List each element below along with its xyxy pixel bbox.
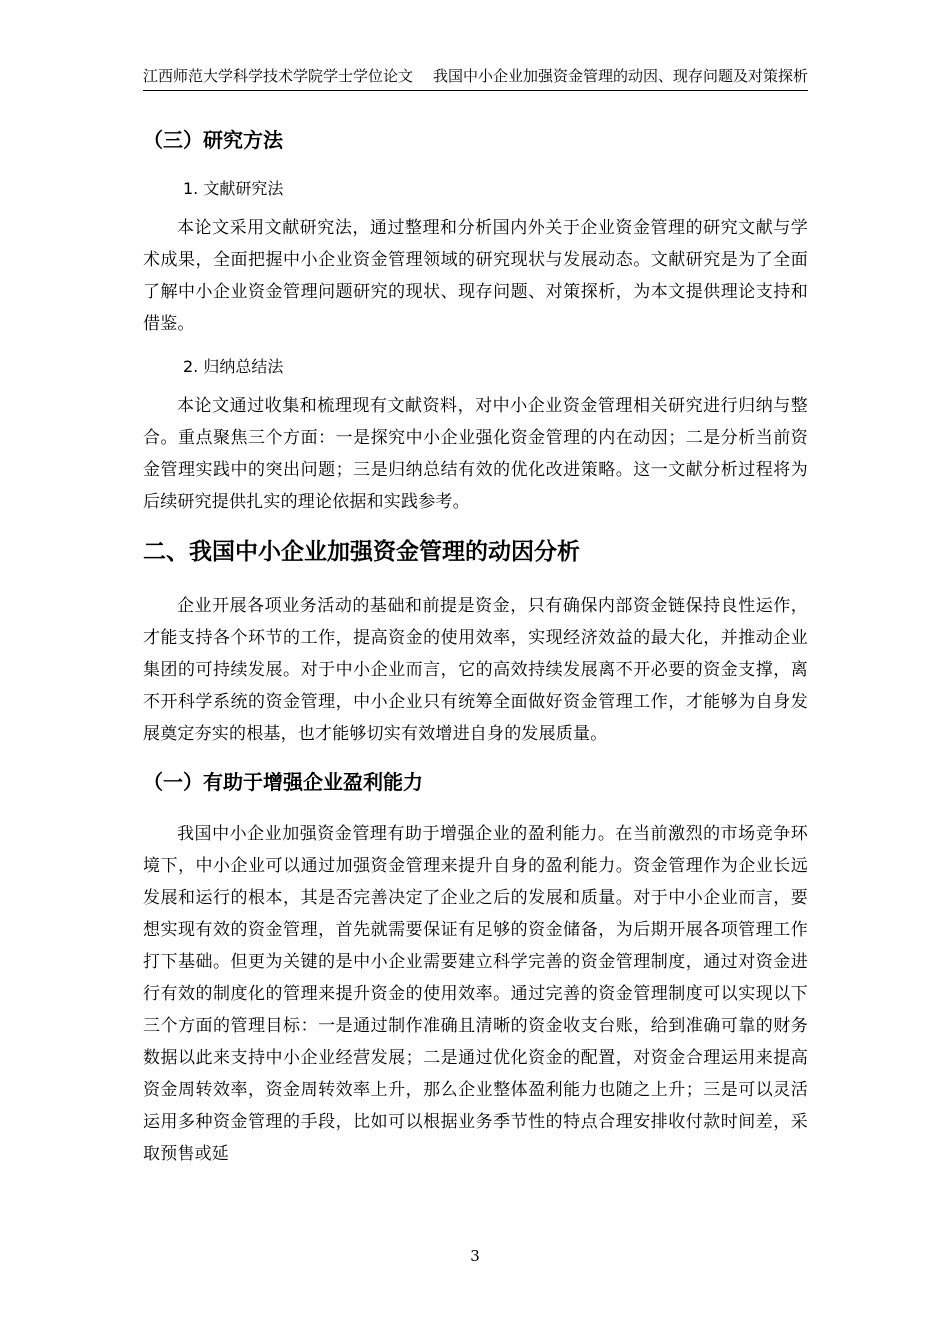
- subsection-profitability-heading: （一）有助于增强企业盈利能力: [143, 770, 423, 794]
- page-header: [143, 66, 808, 91]
- page-number: 3: [470, 1247, 480, 1265]
- header-thesis-title: 江西师范大学科学技术学院学士学位论文: [143, 67, 414, 85]
- subsection-induction-method-heading: 2. 归纳总结法: [183, 357, 284, 376]
- chapter-2-intro-paragraph: 企业开展各项业务活动的基础和前提是资金，只有确保内部资金链保持良性运作，才能支持各个环节的工作，提高资金的使用效率，实现经济效益的最大化，并推动企业集团的可持续发展。对于中小企业而言，它的高效持续发展离不开必要的资金支撑，离不开科学系统的资金管理，中小企业只有统筹全面做好资金管理工作，才能够为自身发展奠定夯实的根基，也才能够切实有效增进自身的发展质量。: [143, 596, 808, 744]
- profitability-paragraph: 我国中小企业加强资金管理有助于增强企业的盈利能力。在当前激烈的市场竞争环境下，中小企业可以通过加强资金管理来提升自身的盈利能力。资金管理作为企业长远发展和运行的根本，其是否完善决定了企业之后的发展和质量。对于中小企业而言，要想实现有效的资金管理，首先就需要保证有足够的资金储备，为后期开展各项管理工作打下基础。但更为关键的是中小企业需要建立科学完善的资金管理制度，通过对资金进行有效的制度化的管理来提升资金的使用效率。通过完善的资金管理制度可以实现以下三个方面的管理目标：一是通过制作准确且清晰的资金收支台账，给到准确可靠的财务数据以此来支持中小企业经营发展；二是通过优化资金的配置，对资金合理运用来提高资金周转效率，资金周转效率上升，那么企业整体盈利能力也随之上升；三是可以灵活运用多种资金管理的手段，比如可以根据业务季节性的特点合理安排收付款时间差，采取预售或延: [143, 824, 808, 1164]
- page-body: [143, 118, 808, 1170]
- chapter-2-heading: 二、我国中小企业加强资金管理的动因分析: [143, 539, 580, 565]
- literature-method-paragraph: 本论文采用文献研究法，通过整理和分析国内外关于企业资金管理的研究文献与学术成果，全面把握中小企业资金管理领域的研究现状与发展动态。文献研究是为了全面了解中小企业资金管理问题研究的现状、现存问题、对策探析，为本文提供理论支持和借鉴。: [143, 218, 808, 334]
- header-paper-title: 我国中小企业加强资金管理的动因、现存问题及对策探析: [432, 67, 808, 85]
- induction-method-paragraph: 本论文通过收集和梳理现有文献资料，对中小企业资金管理相关研究进行归纳与整合。重点聚焦三个方面：一是探究中小企业强化资金管理的内在动因；二是分析当前资金管理实践中的突出问题；三是归纳总结有效的优化改进策略。这一文献分析过程将为后续研究提供扎实的理论依据和实践参考。: [143, 396, 808, 512]
- subsection-literature-method-heading: 1. 文献研究法: [183, 179, 284, 198]
- section-research-methods-heading: （三）研究方法: [143, 128, 283, 152]
